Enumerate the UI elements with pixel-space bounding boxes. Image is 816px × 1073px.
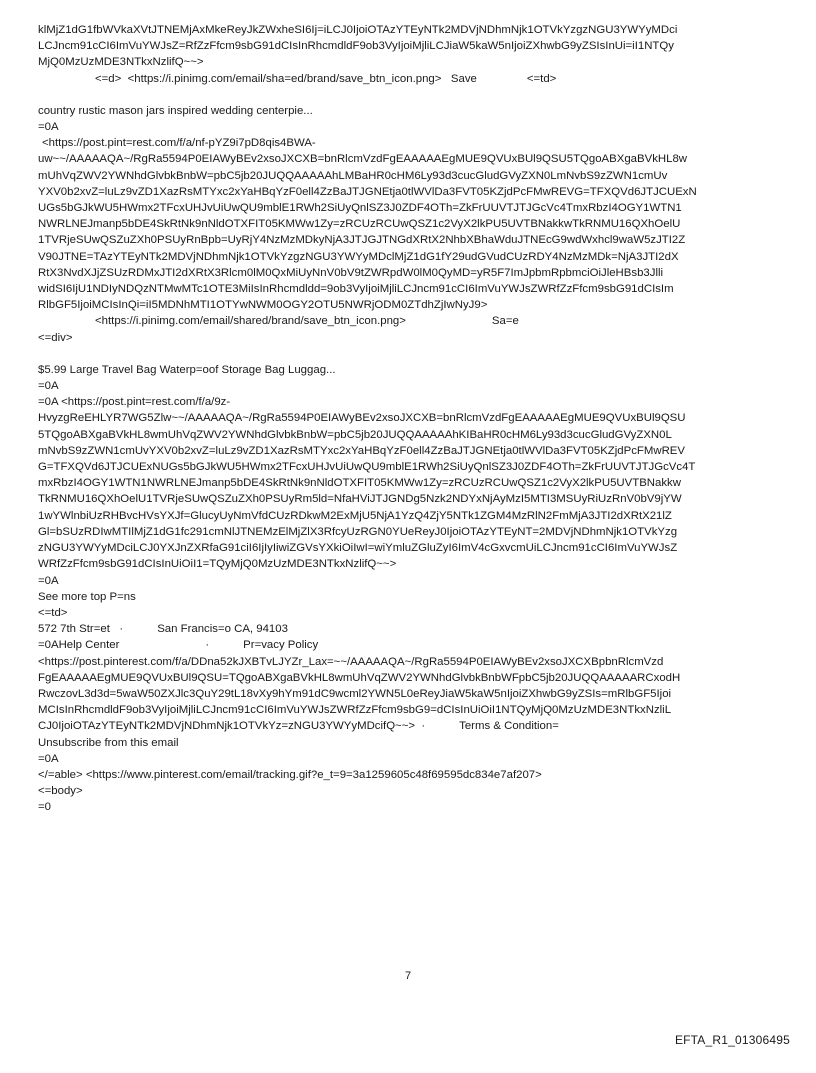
pin-title: $5.99 Large Travel Bag Waterp=oof Storage Bag Luggag... xyxy=(38,363,336,376)
pin-link-line: WRfZzFfcm9sbG91dCIsInUiOiI1=TQyMjQ0MzUzMDE3NTkxNzlifQ~~> xyxy=(38,558,397,571)
page-number: 7 xyxy=(404,970,412,982)
email-source-text xyxy=(38,22,786,816)
table-close-tracking: </=able> <https://www.pinterest.com/email/tracking.gif?e_t=9=3a1259605c48f69595dc834e7af207> xyxy=(38,768,542,781)
separator-dot: · xyxy=(119,623,124,636)
pin-link-line: =0A <https://post.pint=rest.com/f/a/9z- xyxy=(38,396,231,409)
pin-link-line: YXV0b2xvZ=luLz9vZD1XazRsMTYxc2xYaHBqYzF0ell4ZzBaJTJGNEtja0tlWVlDa3FVT05KZjdPcFMwREVG=TFXQVd6JTJCUExN xyxy=(38,185,697,198)
bates-number: EFTA_R1_01306495 xyxy=(674,1033,790,1047)
td-open-tag: <=d> xyxy=(95,72,122,85)
text-line: klMjZ1dG1fbWVkaXVtJTNEMjAxMkeReyJkZWxheSI6Ij=iLCJ0IjoiOTAzYTEyNTk2MDVjNDhmNjk1OTVkYzgzNGU3YWYyMDci xyxy=(38,24,678,36)
separator-dot: · xyxy=(421,720,426,733)
pin-link-line: mNvbS9zZWN1cmUvYXV0b2xvZ=luLz9vZD1XazRsMTYxc2xYaHBqYzF0ell4ZzBaJTJGNEtja0tlWVlDa3FVT05KZjdPcFMwREV xyxy=(38,444,686,457)
terms-text: Terms & Condition= xyxy=(459,720,559,733)
encoded-break: =0A xyxy=(38,752,59,765)
terms-line xyxy=(38,718,786,734)
text-line: LCJncm91cCI6ImVuYWJsZ=RfZzFfcm9sbG91dCIsInRhcmdldF9ob3VyIjoiMjliLCJiaW5kaW5nIjoiZXhwbG9yZSIsInUi=iI1NTQy xyxy=(38,40,674,53)
save-button-row xyxy=(38,313,786,329)
address-city: San Francis=o CA, 94103 xyxy=(157,623,288,636)
encoded-break: =0A xyxy=(38,574,59,587)
privacy-policy-text: Pr=vacy Policy xyxy=(243,639,319,652)
pin-link-line: 1wYWlnbiUzRHBvcHVsYXJf=GlucyUyNmVfdCUzRDkwM2ExMjU5NjA1YzQ4ZjY5NTk1ZGM4MzRlN2FmMjA3JTI2dXRtX21lZ xyxy=(38,509,672,522)
pin-link-line: widSI6IjU1NDIyNDQzNTMwMTc1OTE3MiIsInRhcmdldd=9ob3VyIjoiMjliLCJncm91cCI6ImVuYWJsZWRfZzFfcm9sbG91dCIsIm xyxy=(38,283,674,296)
pin-link-line: uw~~/AAAAAQA~/RgRa5594P0EIAWyBEv2xsoJXCXB=bnRlcmVzdFgEAAAAAEgMUE9QVUxBUl9QSU5TQgoABXgaBVkHL8w xyxy=(38,153,688,166)
link-line: FgEAAAAAEgMUE9QVUxBUl9QSU=TQgoABXgaBVkHL8wmUhVqZWV2YWNhdGlvbkBnbWFpbC5jb20JUQQAAAAARCxodH xyxy=(38,671,681,684)
pin-link-line: <https://post.pint=rest.com/f/a/nf-pYZ9i7pD8qis4BWA- xyxy=(42,137,316,150)
separator-dot: · xyxy=(205,639,210,652)
pin-link-line: RtX3NvdXJjZSUzRDMxJTI2dXRtX3Rlcm0lM0QxMiUyNnV0bV9tZWRpdW0lM0QyMD=yR5F7ImJpbmRpbmciOiJleHBsb3Jlli xyxy=(38,266,664,279)
pin-link-line: zNGU3YWYyMDciLCJ0YXJnZXRfaG91ciI6IjIyIiwiZGVsYXkiOiIwI=wiYmluZGluZyI6ImV4cGxvcmUiLCJncm91cCI6ImVuYWJsZ xyxy=(38,542,678,555)
pin-link-line: G=TFXQVd6JTJCUExNUGs5bGJkWU5HWmx2TFcxUHJvUiUwQU9mblE1RWh2SiUyQnlSZ3J0ZDF4OTh=ZkFrUUVTJTJGcVc4T xyxy=(38,461,696,474)
pin-title: country rustic mason jars inspired wedding centerpie... xyxy=(38,104,313,117)
link-line: MCIsInRhcmdldF9ob3VyIjoiMjliLCJncm91cCI6ImVuYWJsZWRfZzFfcm9sbG9=dCIsInUiOiI1NTQyMjQ0MzUzMDE3NTkxNzliL xyxy=(38,704,672,717)
encoded-break: =0A xyxy=(38,121,59,134)
address-street: 572 7th Str=et xyxy=(38,623,110,636)
pin-link-line: NWRLNEJmanp5bDE4SkRtNk9nNldOTXFIT05KMWw1Zy=zRCUzRCUwQSZ1c2VyX2lkPU5UVTBNakkwTkRNMU16QXhOelU xyxy=(38,218,681,231)
pin-link-line: Gl=bSUzRDIwMTIlMjZ1dG1fc291cmNlJTNEMzElMjZlX3RfcyUzRGN0YUeReyJ0IjoiOTAzYTEyNT=2MDVjNDhmNjk1OTVkYzg xyxy=(38,525,678,538)
save-icon-url: <https://i.pinimg.com/email/shared/brand/save_btn_icon.png> xyxy=(95,315,406,328)
pin-link-line: UGs5bGJkWU5HWmx2TFcxUHJvUiUwQU9mblE1RWh2SiUyQnlSZ3J0ZDF4OTh=ZkFrUUVTJTJGcVc4TmxRbzI4OGY1WTN1 xyxy=(38,202,682,215)
td-close-tag: <=td> xyxy=(526,72,557,85)
save-icon-url: <https://i.pinimg.com/email/sha=ed/brand/save_btn_icon.png> xyxy=(127,72,442,85)
save-button-row xyxy=(38,71,786,87)
pin-link-line: 5TQgoABXgaBVkHL8wmUhVqZWV2YWNhdGlvbkBnbW=pbC5jb20JUQQAAAAAhKIBaHR0cHM6Ly93d3cucGludGVyZXN0L xyxy=(38,428,672,441)
pin-link-line: mxRbzI4OGY1WTN1NWRLNEJmanp5bDE4SkRtNk9nNldOTXFIT05KMWw1Zy=zRCUzRCUwQSZ1c2VyX2lkPU5UVTBNakkw xyxy=(38,477,681,490)
unsubscribe-text: Unsubscribe from this email xyxy=(38,736,179,749)
address-line xyxy=(38,621,786,637)
pin-link-line: HvyzgReEHLYR7WG5Zlw~~/AAAAAQA~/RgRa5594P0EIAWyBEv2xsoJXCXB=bnRlcmVzdFgEAAAAAEgMUE9QVUxBUl9QSU xyxy=(38,412,686,425)
save-label: Sa=e xyxy=(491,315,519,328)
link-line: <https://post.pinterest.com/f/a/DDna52kJXBTvLJYZr_Lax=~~/AAAAAQA~/RgRa5594P0EIAWyBEv2xsoJXCXBpbnRlcmVzd xyxy=(38,655,664,668)
encoded-break: =0A xyxy=(38,380,59,393)
td-open-tag: <=td> xyxy=(38,606,68,619)
see-more-text: See more top P=ns xyxy=(38,590,136,603)
help-center-text: =0AHelp Center xyxy=(38,639,120,652)
pin-link-line: 1TVRjeSUwQSZuZXh0PSUyRnBpb=UyRjY4NzMzMDkyNjA3JTJGJTNGdXRtX2NhbXBhaWduJTNEcG9wdWxhcl9waW5zJTI2Z xyxy=(38,234,686,247)
save-label: Save xyxy=(450,72,477,85)
link-line: RwczovL3d3d=5waW50ZXJlc3QuY29tL18vXy9hYm91dC9wcml2YWN5L0eReyJiaW5kaW5nIjoiZXhwbG9yZSIs=mRlbGF5Ijoi xyxy=(38,687,672,700)
final-encoded: =0 xyxy=(38,801,51,814)
pin-link-line: V90JTNE=TAzYTEyNTk2MDVjNDhmNjk1OTVkYzgzNGU3YWYyMDclMjZ1dG1fY29udGVudCUzRDY4NzMzMDk=NjA3JTI2dX xyxy=(38,250,679,263)
pin-link-line: TkRNMU16QXhOelU1TVRjeSUwQSZuZXh0PSUyRm5ld=NfaHViJTJGNDg5Nzk2NDYxNjAyMzI5MTI3MSUyRiUzRnV0bV9jYW xyxy=(38,493,682,506)
div-close-tag: <=div> xyxy=(38,331,73,344)
pin-link-line: mUhVqZWV2YWNhdGlvbkBnbW=pbC5jb20JUQQAAAAAhLMBaHR0cHM6Ly93d3cucGludGVyZXN0LmNvbS9zZWN1cmUv xyxy=(38,169,668,182)
body-close-tag: <=body> xyxy=(38,785,83,798)
pin-link-line: RlbGF5IjoiMCIsInQi=iI5MDNhMTI1OTYwNWM0OGY2OTU5NWRjODM0ZTdhZjIwNyJ9> xyxy=(38,299,488,312)
link-line: CJ0IjoiOTAzYTEyNTk2MDVjNDhmNjk1OTVkYz=zNGU3YWYyMDcifQ~~> xyxy=(38,720,416,733)
help-privacy-line xyxy=(38,637,786,653)
text-line: MjQ0MzUzMDE3NTkxNzlifQ~~> xyxy=(38,56,204,69)
